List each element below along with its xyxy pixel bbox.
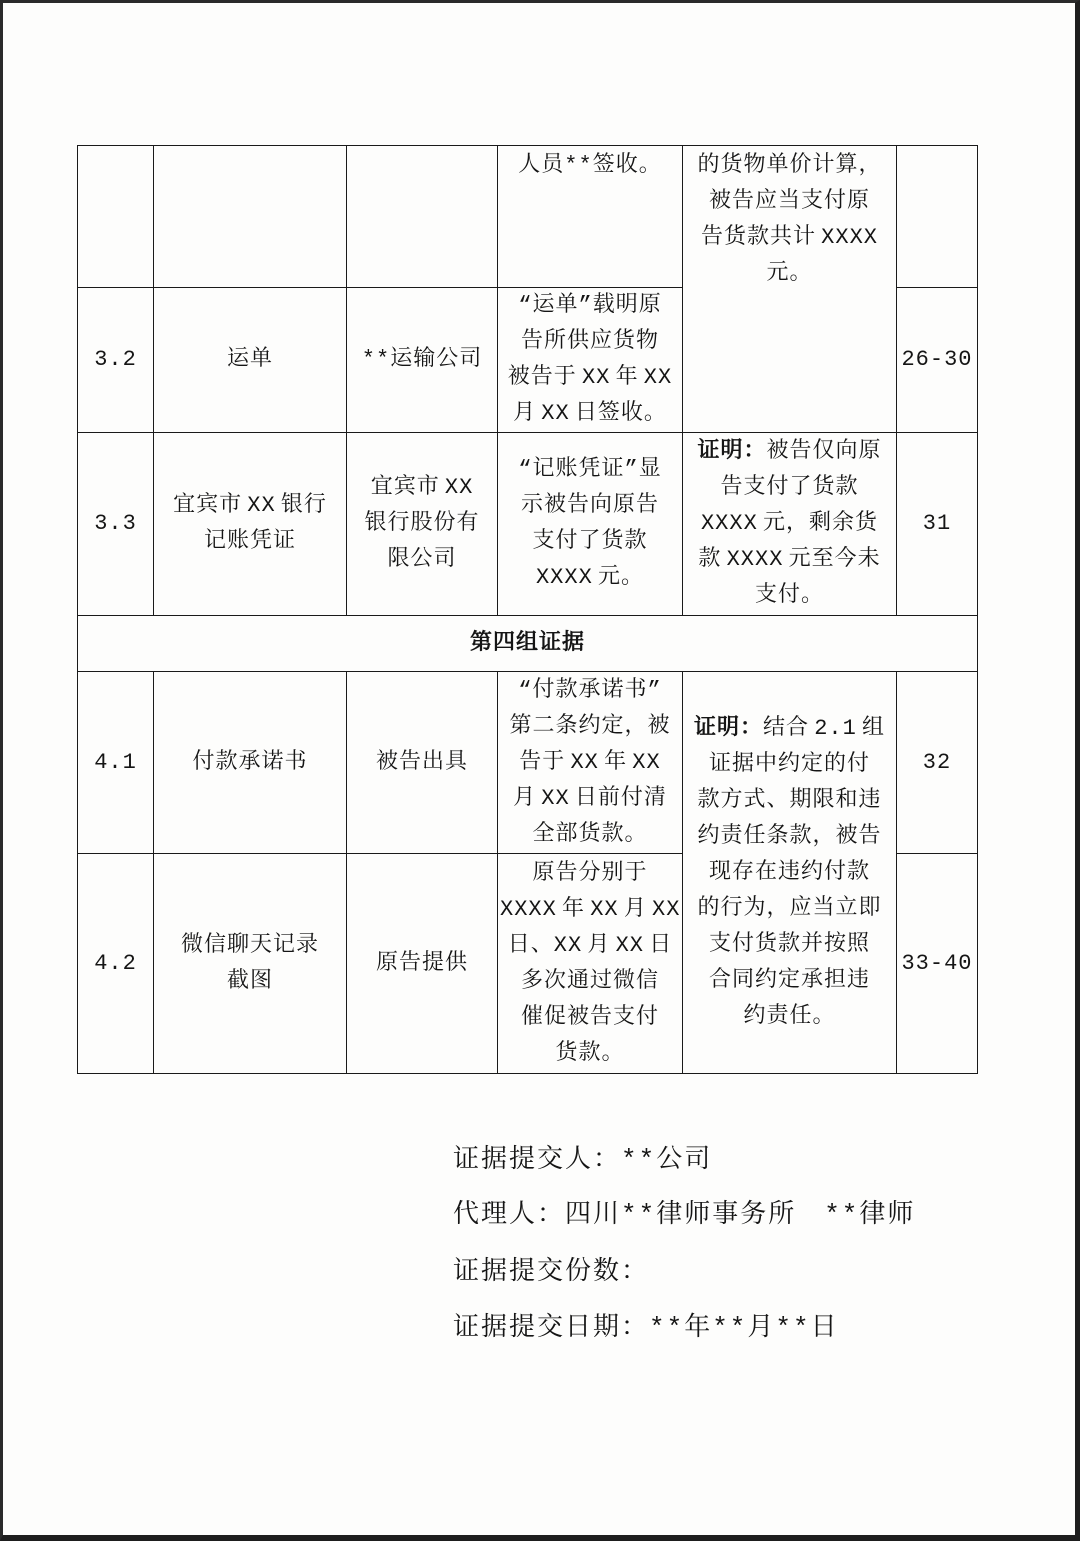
cell-source [347, 672, 498, 854]
proof-label: 证明： [697, 439, 767, 464]
table-row [78, 433, 978, 616]
number-text: 4.2 [94, 950, 137, 976]
table-row [78, 616, 978, 672]
cell-content [498, 672, 683, 854]
proof-text [685, 711, 894, 1035]
source-text: **运输公司 [361, 347, 483, 372]
proof-label: 证明： [693, 715, 763, 741]
cell-evidence-name [154, 288, 347, 433]
number-text: 3.2 [94, 347, 137, 372]
cell-number [78, 672, 154, 854]
pages-text: 31 [922, 511, 952, 536]
group-heading-text: 第四组证据 [469, 630, 585, 656]
cell-source [347, 146, 498, 288]
content-text: 原告分别于 XXXX 年 XX 月 XX 日、XX 月 XX 日 多次通过微信 催促被告支付 货款。 [500, 860, 681, 1066]
source-text: 宜宾市 XX 银行股份有 限公司 [364, 475, 480, 572]
content-text: 人员**签收。 [518, 153, 662, 178]
proof-body: 结合 2.1 组 证据中约定的付 款方式、期限和违 约责任条款，被告 现存在违约付款 的行为，应当立即 支付货款并按照 合同约定承担违 约责任。 [697, 715, 886, 1029]
proof-body: 被告仅向原 告支付了货款 XXXX 元，剩余货 款 XXXX 元至今未 支付。 [698, 439, 882, 608]
evidence-name-text: 付款承诺书 [192, 749, 308, 775]
cell-evidence-name [154, 146, 347, 288]
cell-content [498, 854, 683, 1074]
evidence-table [77, 145, 978, 1074]
cell-content [498, 288, 683, 433]
cell-pages [897, 146, 978, 288]
table-row [78, 672, 978, 854]
cell-pages [897, 672, 978, 854]
cell-evidence-name [154, 672, 347, 854]
agent-line: 代理人：四川**律师事务所 **律师 [453, 1200, 916, 1230]
pages-text: 32 [922, 749, 952, 775]
cell-number [78, 854, 154, 1074]
cell-evidence-name [154, 433, 347, 616]
evidence-name-text: 宜宾市 XX 银行 记账凭证 [173, 493, 327, 554]
cell-source [347, 288, 498, 433]
cell-number [78, 146, 154, 288]
cell-pages [897, 433, 978, 616]
number-text: 4.1 [94, 749, 137, 775]
evidence-name-text: 微信聊天记录 截图 [180, 932, 319, 994]
cell-pages [897, 854, 978, 1074]
cell-proof-purpose [683, 146, 897, 433]
pages-text: 33-40 [901, 950, 973, 976]
source-text: 被告出具 [375, 749, 468, 775]
source-text: 原告提供 [375, 950, 468, 976]
cell-content [498, 146, 683, 288]
cell-number [78, 433, 154, 616]
cell-number [78, 288, 154, 433]
cell-pages [897, 288, 978, 433]
pages-text: 26-30 [901, 347, 973, 372]
proof-text [685, 434, 894, 614]
table-row [78, 146, 978, 288]
evidence-name-text: 运单 [226, 347, 273, 372]
content-text: “运单”载明原 告所供应货物 被告于 XX 年 XX 月 XX 日签收。 [507, 293, 673, 426]
date-line: 证据提交日期：**年**月**日 [453, 1313, 839, 1343]
cell-source [347, 854, 498, 1074]
cell-source [347, 433, 498, 616]
group-heading [78, 616, 978, 672]
cell-content [498, 433, 683, 616]
cell-proof-purpose [683, 672, 897, 1074]
number-text: 3.3 [94, 511, 137, 536]
cell-proof-purpose [683, 433, 897, 616]
proof-text: 的货物单价计算， 被告应当支付原 告货款共计 XXXX 元。 [697, 153, 882, 286]
content-text: “付款承诺书” 第二条约定，被 告于 XX 年 XX 月 XX 日前付清 全部货款。 [509, 677, 671, 847]
submitter-line: 证据提交人：**公司 [453, 1145, 713, 1175]
content-text: “记账凭证”显 示被告向原告 支付了货款 XXXX 元。 [518, 457, 662, 590]
cell-evidence-name [154, 854, 347, 1074]
copies-line: 证据提交份数： [453, 1257, 650, 1287]
